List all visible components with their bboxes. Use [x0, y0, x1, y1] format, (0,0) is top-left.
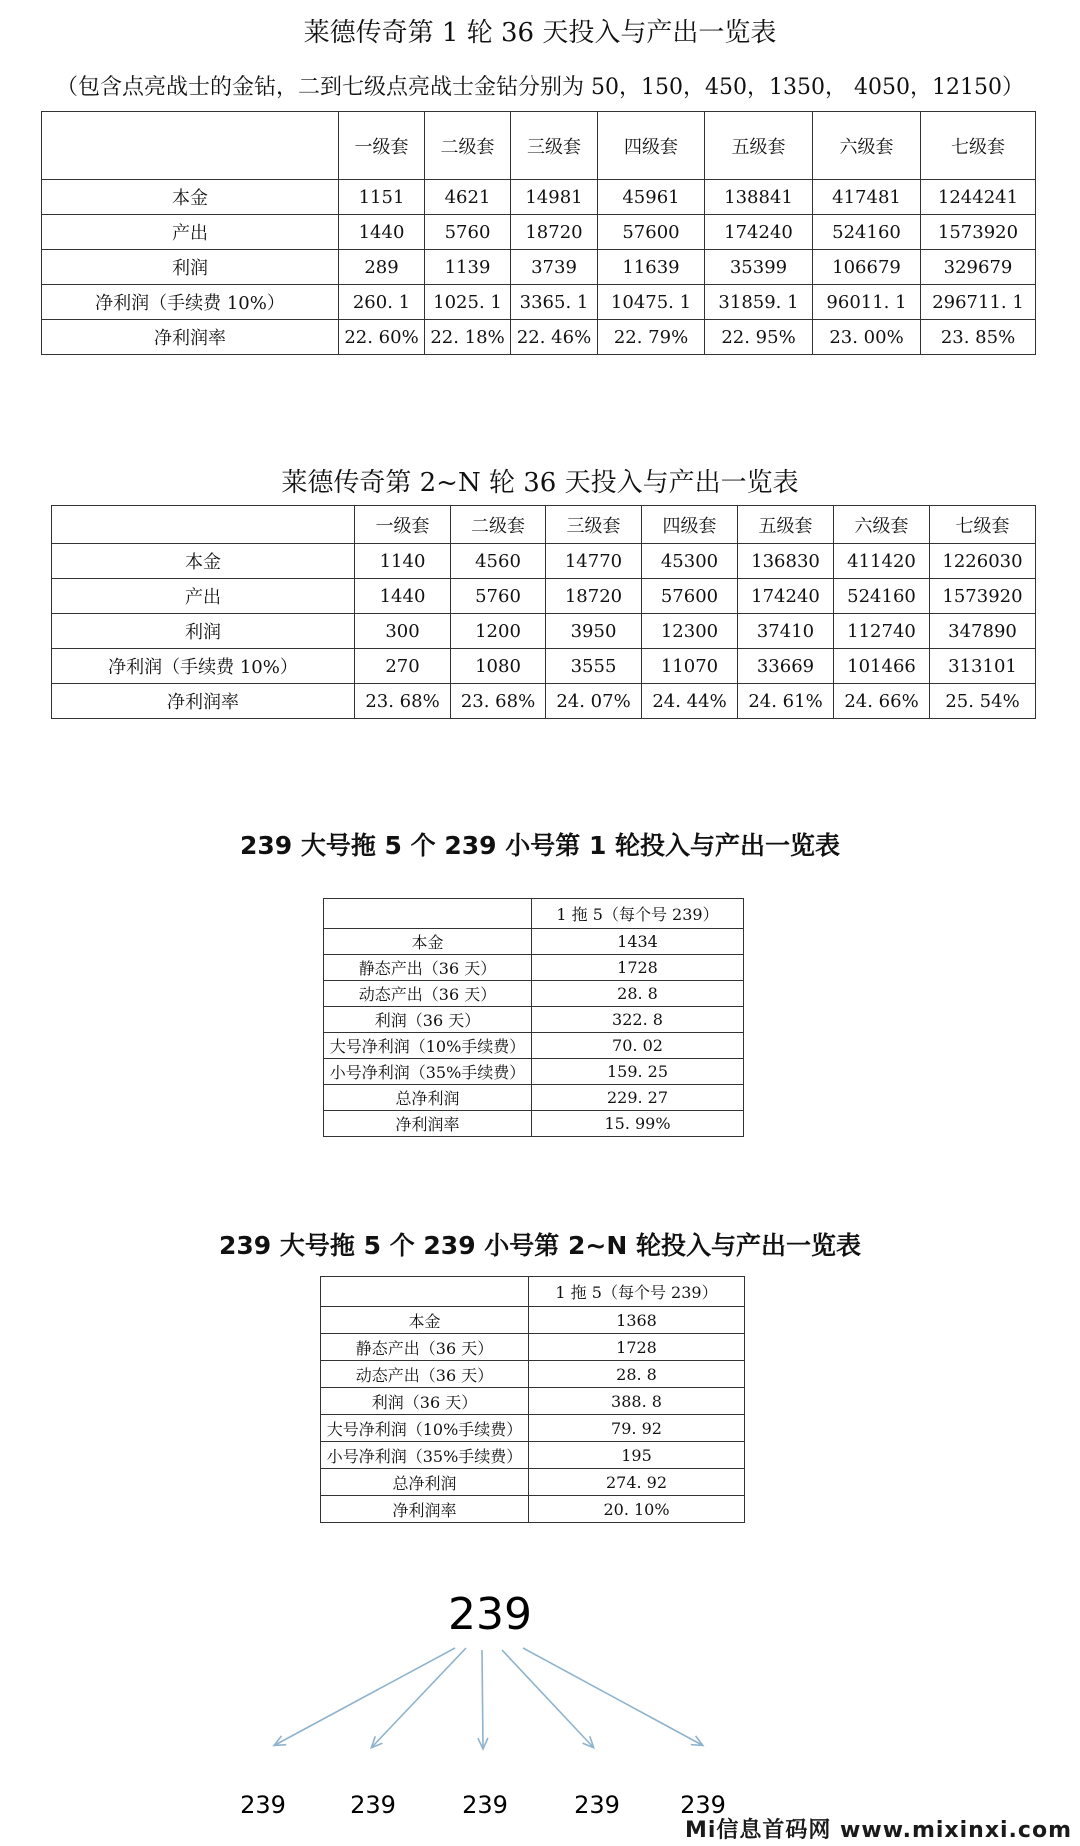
- table1-body: [42, 112, 1036, 355]
- tree-arrow: [372, 1648, 466, 1747]
- table-cell: 159. 25: [532, 1059, 744, 1085]
- table-cell: 28. 8: [529, 1361, 745, 1388]
- table-cell: 1434: [532, 929, 744, 955]
- table-row: [324, 1033, 744, 1059]
- table-cell: 22. 95%: [705, 320, 813, 355]
- leaf-node: 239: [574, 1791, 620, 1819]
- tree-diagram: [0, 1575, 1080, 1825]
- row-label: 本金: [42, 180, 339, 215]
- row-label: 静态产出（36 天）: [321, 1334, 529, 1361]
- table-cell: 1368: [529, 1307, 745, 1334]
- table2-title: 莱德传奇第 2~N 轮 36 天投入与产出一览表: [281, 468, 799, 498]
- header-cell: 一级套: [339, 112, 425, 180]
- table-cell: 4621: [425, 180, 511, 215]
- table-cell: 313101: [930, 649, 1036, 684]
- table-row: [324, 955, 744, 981]
- table-cell: 3950: [546, 614, 642, 649]
- table-cell: 136830: [738, 544, 834, 579]
- table-cell: 1728: [532, 955, 744, 981]
- table-cell: 25. 54%: [930, 684, 1036, 719]
- row-label: 总净利润: [324, 1085, 532, 1111]
- table-row: [52, 649, 1036, 684]
- table-cell: 20. 10%: [529, 1496, 745, 1523]
- table-cell: 296711. 1: [921, 285, 1036, 320]
- table-cell: 106679: [813, 250, 921, 285]
- table-cell: 229. 27: [532, 1085, 744, 1111]
- row-label: 总净利润: [321, 1469, 529, 1496]
- leaf-node: 239: [240, 1791, 286, 1819]
- table-cell: 18720: [546, 579, 642, 614]
- leaf-node: 239: [350, 1791, 396, 1819]
- table1: [41, 111, 1036, 355]
- table1-title: 莱德传奇第 1 轮 36 天投入与产出一览表: [303, 18, 777, 48]
- table-row: [42, 215, 1036, 250]
- row-label: 产出: [52, 579, 355, 614]
- table-cell: 347890: [930, 614, 1036, 649]
- table-cell: 101466: [834, 649, 930, 684]
- table-cell: 112740: [834, 614, 930, 649]
- row-label: 本金: [321, 1307, 529, 1334]
- table-cell: 411420: [834, 544, 930, 579]
- table-cell: 3739: [511, 250, 598, 285]
- row-label: 大号净利润（10%手续费）: [321, 1415, 529, 1442]
- header-cell: 五级套: [738, 506, 834, 544]
- tree-edges: [275, 1648, 702, 1748]
- table-cell: 329679: [921, 250, 1036, 285]
- table-cell: 70. 02: [532, 1033, 744, 1059]
- tree-arrow: [482, 1650, 483, 1748]
- table-cell: 417481: [813, 180, 921, 215]
- table-row: [321, 1442, 745, 1469]
- header-cell: 一级套: [355, 506, 451, 544]
- tree-leaves: [240, 1791, 726, 1819]
- row-label: 利润（36 天）: [321, 1388, 529, 1415]
- table-row: [52, 684, 1036, 719]
- table-cell: 195: [529, 1442, 745, 1469]
- header-row: [42, 112, 1036, 180]
- table-cell: 174240: [738, 579, 834, 614]
- table-cell: 1140: [355, 544, 451, 579]
- site-watermark: Mi信息首码网 www.mixinxi.com: [684, 1818, 1072, 1843]
- table3-body: [324, 899, 744, 1137]
- table-cell: 1200: [451, 614, 546, 649]
- header-cell: 1 拖 5（每个号 239）: [529, 1277, 745, 1307]
- table-cell: 1244241: [921, 180, 1036, 215]
- row-label: 利润: [52, 614, 355, 649]
- table-cell: 33669: [738, 649, 834, 684]
- header-cell: 四级套: [642, 506, 738, 544]
- header-cell: 二级套: [451, 506, 546, 544]
- table-cell: 322. 8: [532, 1007, 744, 1033]
- table4-title: 239 大号拖 5 个 239 小号第 2~N 轮投入与产出一览表: [219, 1231, 861, 1260]
- table-row: [324, 981, 744, 1007]
- table-cell: 14770: [546, 544, 642, 579]
- tree-arrow: [275, 1648, 455, 1745]
- table-cell: 45300: [642, 544, 738, 579]
- table-cell: 57600: [642, 579, 738, 614]
- row-label: 净利润率: [42, 320, 339, 355]
- header-cell: [52, 506, 355, 544]
- table-cell: 1139: [425, 250, 511, 285]
- table-cell: 18720: [511, 215, 598, 250]
- header-cell: 四级套: [598, 112, 705, 180]
- table-row: [321, 1334, 745, 1361]
- table-cell: 96011. 1: [813, 285, 921, 320]
- tree-arrow: [502, 1650, 593, 1747]
- table-cell: 11639: [598, 250, 705, 285]
- table-cell: 4560: [451, 544, 546, 579]
- table4-body: [321, 1277, 745, 1523]
- table-row: [321, 1469, 745, 1496]
- table-cell: 3555: [546, 649, 642, 684]
- row-label: 小号净利润（35%手续费）: [324, 1059, 532, 1085]
- header-cell: [321, 1277, 529, 1307]
- table-cell: 37410: [738, 614, 834, 649]
- table-cell: 24. 07%: [546, 684, 642, 719]
- table-row: [321, 1361, 745, 1388]
- table-cell: 22. 60%: [339, 320, 425, 355]
- table-cell: 1728: [529, 1334, 745, 1361]
- table-cell: 23. 68%: [355, 684, 451, 719]
- row-label: 利润（36 天）: [324, 1007, 532, 1033]
- header-cell: 三级套: [546, 506, 642, 544]
- row-label: 静态产出（36 天）: [324, 955, 532, 981]
- table-cell: 23. 68%: [451, 684, 546, 719]
- table-cell: 289: [339, 250, 425, 285]
- row-label: 净利润率: [52, 684, 355, 719]
- table-cell: 524160: [813, 215, 921, 250]
- table-row: [324, 1059, 744, 1085]
- table-row: [321, 1415, 745, 1442]
- table-row: [324, 929, 744, 955]
- leaf-node: 239: [680, 1791, 726, 1819]
- table-cell: 5760: [451, 579, 546, 614]
- table-cell: 524160: [834, 579, 930, 614]
- table-cell: 15. 99%: [532, 1111, 744, 1137]
- table-row: [52, 544, 1036, 579]
- table-row: [324, 1085, 744, 1111]
- table2: [51, 505, 1036, 719]
- table-cell: 388. 8: [529, 1388, 745, 1415]
- row-label: 产出: [42, 215, 339, 250]
- header-cell: 七级套: [930, 506, 1036, 544]
- table-cell: 5760: [425, 215, 511, 250]
- table-row: [321, 1496, 745, 1523]
- header-row: [324, 899, 744, 929]
- table-cell: 1440: [355, 579, 451, 614]
- table-row: [42, 180, 1036, 215]
- table-cell: 1226030: [930, 544, 1036, 579]
- row-label: 净利润（手续费 10%）: [52, 649, 355, 684]
- header-cell: 1 拖 5（每个号 239）: [532, 899, 744, 929]
- table-cell: 300: [355, 614, 451, 649]
- table-cell: 10475. 1: [598, 285, 705, 320]
- header-cell: 六级套: [813, 112, 921, 180]
- row-label: 净利润率: [321, 1496, 529, 1523]
- table-cell: 274. 92: [529, 1469, 745, 1496]
- row-label: 利润: [42, 250, 339, 285]
- table-cell: 14981: [511, 180, 598, 215]
- header-cell: 六级套: [834, 506, 930, 544]
- table-cell: 45961: [598, 180, 705, 215]
- table-cell: 31859. 1: [705, 285, 813, 320]
- table-cell: 24. 66%: [834, 684, 930, 719]
- row-label: 动态产出（36 天）: [324, 981, 532, 1007]
- table-cell: 23. 85%: [921, 320, 1036, 355]
- table-cell: 270: [355, 649, 451, 684]
- table-row: [42, 250, 1036, 285]
- row-label: 净利润（手续费 10%）: [42, 285, 339, 320]
- table4: [320, 1276, 745, 1523]
- table-cell: 1440: [339, 215, 425, 250]
- table-cell: 1573920: [921, 215, 1036, 250]
- table-cell: 35399: [705, 250, 813, 285]
- header-cell: [324, 899, 532, 929]
- table-cell: 174240: [705, 215, 813, 250]
- header-row: [52, 506, 1036, 544]
- header-cell: 五级套: [705, 112, 813, 180]
- table-cell: 22. 46%: [511, 320, 598, 355]
- table-cell: 22. 18%: [425, 320, 511, 355]
- row-label: 净利润率: [324, 1111, 532, 1137]
- table-row: [321, 1307, 745, 1334]
- row-label: 本金: [52, 544, 355, 579]
- row-label: 小号净利润（35%手续费）: [321, 1442, 529, 1469]
- table-cell: 12300: [642, 614, 738, 649]
- row-label: 本金: [324, 929, 532, 955]
- table-cell: 1025. 1: [425, 285, 511, 320]
- header-row: [321, 1277, 745, 1307]
- tree-arrow: [523, 1648, 702, 1745]
- table-cell: 11070: [642, 649, 738, 684]
- root-node: 239: [448, 1589, 532, 1640]
- table3: [323, 898, 744, 1137]
- table-cell: 1573920: [930, 579, 1036, 614]
- leaf-node: 239: [462, 1791, 508, 1819]
- header-cell: 二级套: [425, 112, 511, 180]
- table-cell: 28. 8: [532, 981, 744, 1007]
- table-row: [52, 614, 1036, 649]
- header-cell: 七级套: [921, 112, 1036, 180]
- table-cell: 57600: [598, 215, 705, 250]
- table-row: [42, 285, 1036, 320]
- table-cell: 3365. 1: [511, 285, 598, 320]
- table3-title: 239 大号拖 5 个 239 小号第 1 轮投入与产出一览表: [239, 831, 841, 860]
- table-cell: 24. 44%: [642, 684, 738, 719]
- table-cell: 138841: [705, 180, 813, 215]
- header-cell: 三级套: [511, 112, 598, 180]
- table2-body: [52, 506, 1036, 719]
- row-label: 动态产出（36 天）: [321, 1361, 529, 1388]
- header-cell: [42, 112, 339, 180]
- table-row: [321, 1388, 745, 1415]
- table-cell: 22. 79%: [598, 320, 705, 355]
- table-row: [324, 1111, 744, 1137]
- table-cell: 79. 92: [529, 1415, 745, 1442]
- table-row: [52, 579, 1036, 614]
- table1-note: （包含点亮战士的金钻，二到七级点亮战士金钻分别为 50，150，450，1350， 4050，12150）: [56, 75, 1024, 100]
- table-cell: 1080: [451, 649, 546, 684]
- table-row: [42, 320, 1036, 355]
- table-row: [324, 1007, 744, 1033]
- table-cell: 260. 1: [339, 285, 425, 320]
- row-label: 大号净利润（10%手续费）: [324, 1033, 532, 1059]
- table-cell: 24. 61%: [738, 684, 834, 719]
- table-cell: 23. 00%: [813, 320, 921, 355]
- table-cell: 1151: [339, 180, 425, 215]
